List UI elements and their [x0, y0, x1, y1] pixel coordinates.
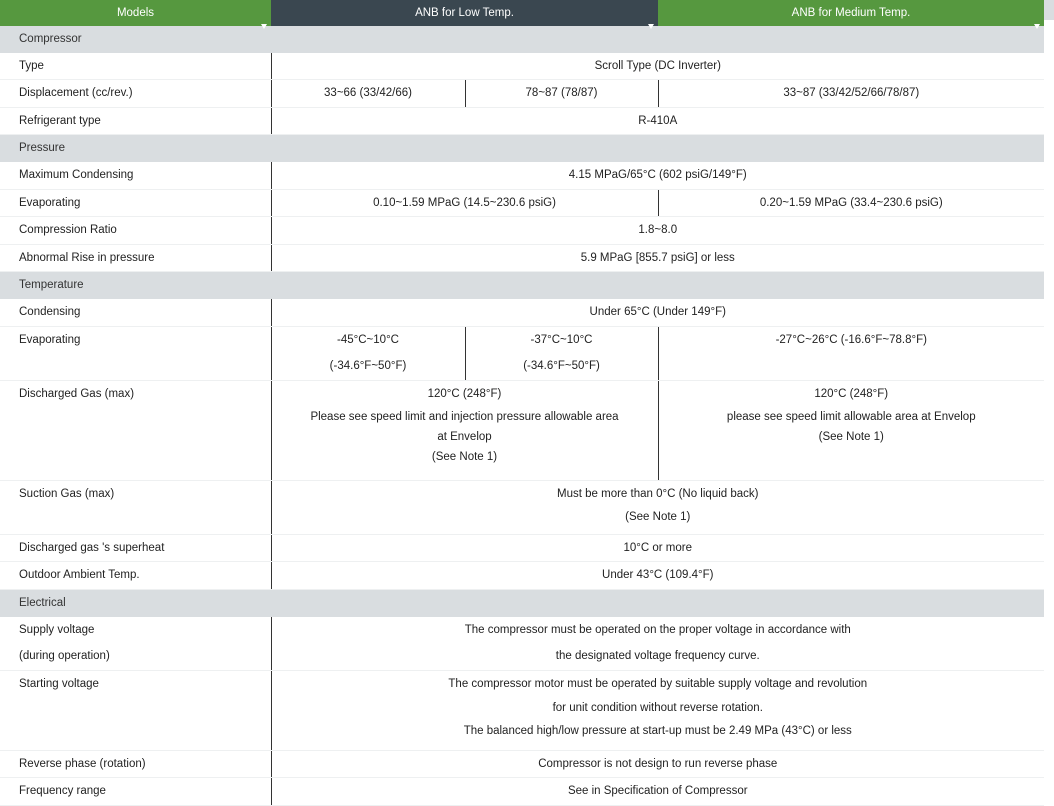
row-discharged-gas	[0, 380, 1044, 480]
row-value: 120°C (248°F) please see speed limit allowable area at Envelop (See Note 1)	[658, 380, 1044, 480]
row-value: Compressor is not design to run reverse phase	[271, 750, 1044, 778]
row-evaporating-pressure	[0, 189, 1044, 217]
row-value: 120°C (248°F) Please see speed limit and injection pressure allowable area at Envelop (See Note 1)	[271, 380, 658, 480]
row-value: 4.15 MPaG/65°C (602 psiG/149°F)	[271, 162, 1044, 189]
row-label: Refrigerant type	[0, 107, 271, 135]
header-low-temp: ANB for Low Temp.	[271, 0, 658, 26]
row-value: R-410A	[271, 107, 1044, 135]
row-label: Type	[0, 53, 271, 80]
row-label: Discharged Gas (max)	[0, 380, 271, 480]
row-suction-gas	[0, 480, 1044, 534]
row-ambient	[0, 562, 1044, 590]
row-value: Under 65°C (Under 149°F)	[271, 299, 1044, 326]
row-value: -45°C~10°C (-34.6°F~50°F)	[271, 326, 465, 380]
row-superheat	[0, 534, 1044, 562]
row-label: Outdoor Ambient Temp.	[0, 562, 271, 590]
header-notch	[1034, 24, 1040, 29]
row-value: Scroll Type (DC Inverter)	[271, 53, 1044, 80]
row-reverse-phase	[0, 750, 1044, 778]
header-row	[0, 0, 1044, 26]
row-value: 78~87 (78/87)	[465, 80, 658, 108]
row-value: The compressor motor must be operated by suitable supply voltage and revolution for unit condition without reverse rotation. The balanced high/low pressure at start-up must be 2.49 MPa (43°C) or less	[271, 670, 1044, 750]
row-value: 33~87 (33/42/52/66/78/87)	[658, 80, 1044, 108]
row-label: Suction Gas (max)	[0, 480, 271, 534]
row-value: Under 43°C (109.4°F)	[271, 562, 1044, 590]
row-value: 33~66 (33/42/66)	[271, 80, 465, 108]
row-label: Frequency range	[0, 778, 271, 806]
row-starting-voltage	[0, 670, 1044, 750]
row-value: 5.9 MPaG [855.7 psiG] or less	[271, 244, 1044, 272]
row-max-condensing	[0, 162, 1044, 189]
row-value: 10°C or more	[271, 534, 1044, 562]
row-label: Condensing	[0, 299, 271, 326]
section-pressure: Pressure	[0, 135, 1044, 162]
row-label: Reverse phase (rotation)	[0, 750, 271, 778]
row-label: Supply voltage (during operation)	[0, 617, 271, 671]
row-value: 0.10~1.59 MPaG (14.5~230.6 psiG)	[271, 189, 658, 217]
row-label: Abnormal Rise in pressure	[0, 244, 271, 272]
row-compression-ratio	[0, 217, 1044, 245]
row-evaporating-temp	[0, 326, 1044, 380]
row-supply-voltage	[0, 617, 1044, 671]
row-value: Must be more than 0°C (No liquid back) (See Note 1)	[271, 480, 1044, 534]
header-models: Models	[0, 0, 271, 26]
header-medium-temp: ANB for Medium Temp.	[658, 0, 1044, 26]
row-condensing	[0, 299, 1044, 326]
row-displacement	[0, 80, 1044, 108]
row-value: See in Specification of Compressor	[271, 778, 1044, 806]
row-value: 0.20~1.59 MPaG (33.4~230.6 psiG)	[658, 189, 1044, 217]
row-label: Starting voltage	[0, 670, 271, 750]
section-electrical: Electrical	[0, 589, 1044, 616]
row-value: -37°C~10°C (-34.6°F~50°F)	[465, 326, 658, 380]
row-label: Compression Ratio	[0, 217, 271, 245]
row-label: Evaporating	[0, 189, 271, 217]
row-label: Displacement (cc/rev.)	[0, 80, 271, 108]
header-notch	[261, 24, 267, 29]
row-label: Discharged gas 's superheat	[0, 534, 271, 562]
row-type	[0, 53, 1044, 80]
row-abnormal-rise	[0, 244, 1044, 272]
row-refrigerant	[0, 107, 1044, 135]
header-notch	[648, 24, 654, 29]
section-compressor: Compressor	[0, 26, 1044, 53]
row-label: Evaporating	[0, 326, 271, 380]
row-label: Maximum Condensing	[0, 162, 271, 189]
row-value: -27°C~26°C (-16.6°F~78.8°F)	[658, 326, 1044, 380]
section-temperature: Temperature	[0, 272, 1044, 299]
row-value: 1.8~8.0	[271, 217, 1044, 245]
row-value: The compressor must be operated on the proper voltage in accordance with the designated voltage frequency curve.	[271, 617, 1044, 671]
row-frequency-range	[0, 778, 1044, 806]
